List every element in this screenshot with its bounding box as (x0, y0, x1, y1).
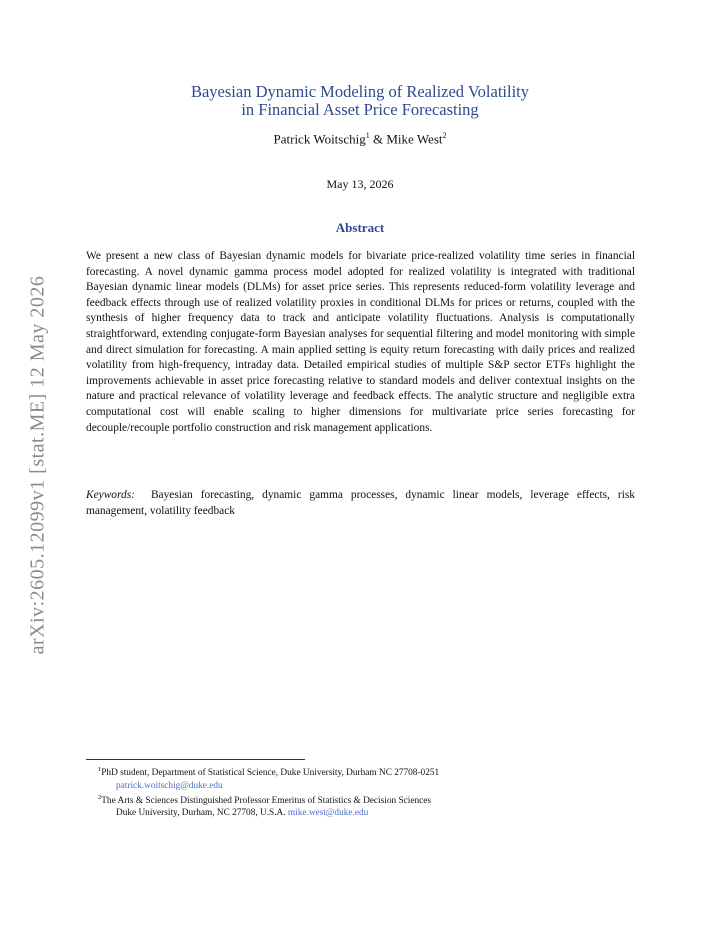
email-link[interactable]: mike.west@duke.edu (287, 808, 369, 819)
keywords (86, 488, 635, 519)
footnote-mark: 2 (98, 793, 102, 801)
abstract-body: We present a new class of Bayesian dynamic models for bivariate price-realized volatility time series in financial forecasting. A novel dynamic gamma process model adopted for realized volatility is integrated with traditional Bayesian dynamic linear models (DLMs) for asset price series. This represents reduced-form volatility leverage and feedback effects through use of realized volatility proxies in conditional DLMs for prices or returns, coupled with the synthesis of higher frequency data to track and anticipate volatility fluctuations. Analysis is computationally straightforward, extending conjugate-form Bayesian analyses for sequential filtering and model monitoring with simple and direct simulation for forecasting. A main applied setting is equity return forecasting with daily prices and realized volatility from high-frequency, intraday data. Detailed empirical studies of multiple S&P sector ETFs highlight the improvements achievable in asset price forecasting relative to standard models and deliver contextual insights on the nature and practical relevance of volatility leverage and feedback effects. The analytic structure and negligible extra computational cost will enable scaling to higher dimensions for multivariate price series forecasting for decouple/recouple portfolio construction and risk management applications. (86, 250, 635, 434)
author-name: Patrick Woitschig (273, 131, 366, 147)
footnote-text: Duke University, Durham, NC 27708, U.S.A. (116, 808, 286, 819)
footnote-mark: 1 (98, 766, 102, 773)
author-name: Mike West (386, 131, 443, 147)
title-line-1: Bayesian Dynamic Modeling of Realized Volatility (190, 82, 530, 101)
email-link[interactable]: patrick.woitschig@duke.edu (116, 780, 223, 791)
footnote-mark: 1 (365, 131, 370, 140)
paper-title (0, 83, 720, 119)
author-list (0, 131, 720, 147)
author-separator: & (369, 131, 387, 147)
footnote-1-email-line (98, 780, 439, 792)
footnote-text: The Arts & Sciences Distinguished Professor Emeritus of Statistics & Decision Sciences (101, 796, 431, 806)
footnote-2 (98, 792, 439, 808)
title-line-2: in Financial Asset Price Forecasting (241, 100, 479, 119)
footnote-text: PhD student, Department of Statistical Science, Duke University, Durham NC 27708-0251 (101, 768, 440, 779)
footnote-2-line-2 (98, 807, 439, 819)
keywords-text: Bayesian forecasting, dynamic gamma processes, dynamic linear models, leverage effects, risk management, volatility feedback (86, 489, 635, 517)
footnote-divider (86, 759, 305, 760)
arxiv-identifier: arXiv:2605.12099v1 [stat.ME] 12 May 2026 (26, 275, 49, 655)
footnotes (98, 764, 439, 820)
footnote-mark: 2 (442, 131, 447, 140)
keywords-label: Keywords: (86, 489, 135, 501)
footnote-1 (98, 764, 439, 780)
paper-date: May 13, 2026 (326, 177, 394, 191)
abstract-heading: Abstract (335, 220, 385, 235)
